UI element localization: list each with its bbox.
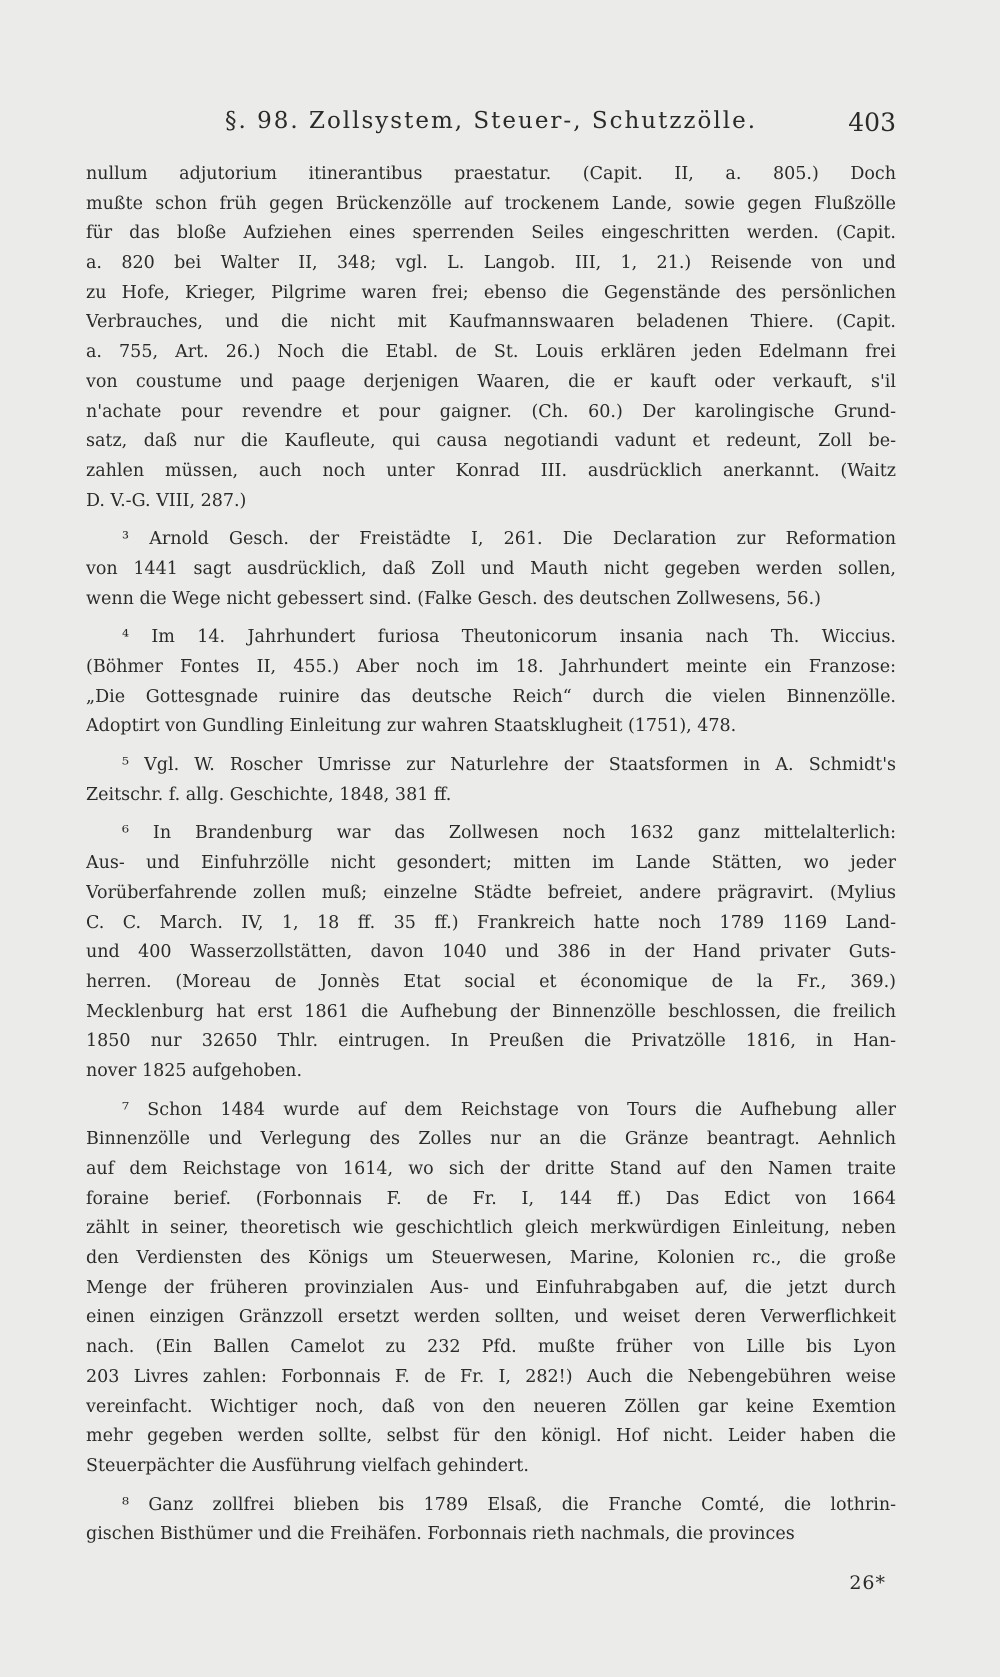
text-line: den Verdiensten des Königs um Steuerwesen, Marine, Kolonien rc., die große	[86, 1248, 896, 1269]
text-line: satz, daß nur die Kaufleute, qui causa negotiandi vadunt et redeunt, Zoll be-	[86, 431, 896, 452]
page-number: 403	[848, 108, 896, 137]
running-title: §. 98. Zollsystem, Steuer-, Schutzzölle.	[224, 108, 758, 134]
text-line: ⁷ Schon 1484 wurde auf dem Reichstage von Tours die Aufhebung aller	[122, 1099, 896, 1120]
text-line: Vorüberfahrende zollen muß; einzelne Städte befreiet, andere prägravirt. (Mylius	[86, 882, 896, 903]
text-line: nullum adjutorium itinerantibus praestatur. (Capit. II, a. 805.) Doch	[86, 164, 896, 184]
text-line: 1850 nur 32650 Thlr. eintrugen. In Preußen die Privatzölle 1816, in Han-	[86, 1031, 896, 1052]
text-line: auf dem Reichstage von 1614, wo sich der dritte Stand auf den Namen traite	[86, 1159, 896, 1179]
text-line: nover 1825 aufgehoben.	[86, 1060, 303, 1081]
text-line: foraine berief. (Forbonnais F. de Fr. I, 144 ff.) Das Edict von 1664	[86, 1188, 896, 1209]
text-line: (Böhmer Fontes II, 455.) Aber noch im 18. Jahrhundert meinte ein Franzose:	[86, 657, 896, 677]
paragraph-gap	[86, 516, 896, 525]
text-line: zahlen müssen, auch noch unter Konrad III. ausdrücklich anerkannt. (Waitz	[86, 460, 896, 481]
text-line: 203 Livres zahlen: Forbonnais F. de Fr. I, 282!) Auch die Nebengebühren weise	[86, 1366, 896, 1387]
footnote	[86, 1096, 896, 1482]
text-line: Mecklenburg hat erst 1861 die Aufhebung der Binnenzölle beschlossen, die freilich	[86, 1001, 896, 1022]
text-line: und 400 Wasserzollstätten, davon 1040 und 386 in der Hand privater Guts-	[86, 942, 896, 963]
text-line: Verbrauches, und die nicht mit Kaufmannswaaren beladenen Thiere. (Capit.	[86, 312, 896, 333]
text-line: a. 820 bei Walter II, 348; vgl. L. Langob. III, 1, 21.) Reisende von und	[86, 253, 896, 274]
paragraph-gap	[86, 1482, 896, 1491]
continued-footnote	[86, 160, 896, 516]
paragraph-gap	[86, 614, 896, 623]
page-body	[86, 160, 896, 1550]
text-line: ³ Arnold Gesch. der Freistädte I, 261. Die Declaration zur Reformation	[122, 529, 896, 550]
text-line: Aus- und Einfuhrzölle nicht gesondert; mitten im Lande Stätten, wo jeder	[86, 853, 896, 874]
footnote	[86, 819, 896, 1086]
text-line: n'achate pour revendre et pour gaigner. (Ch. 60.) Der karolingische Grund-	[86, 401, 896, 422]
text-line: mußte schon früh gegen Brückenzölle auf trockenem Lande, sowie gegen Flußzölle	[86, 193, 896, 214]
text-line: von 1441 sagt ausdrücklich, daß Zoll und Mauth nicht gegeben werden sollen,	[86, 558, 896, 579]
paragraph-gap	[86, 810, 896, 819]
footnote	[86, 751, 896, 810]
text-line: von coustume und paage derjenigen Waaren, die er kauft oder verkauft, s'il	[86, 371, 896, 392]
text-line: Binnenzölle und Verlegung des Zolles nur an die Gränze beantragt. Aehnlich	[86, 1129, 896, 1150]
text-line: herren. (Moreau de Jonnès Etat social et économique de la Fr., 369.)	[86, 971, 896, 992]
text-line: „Die Gottesgnade ruinire das deutsche Reich“ durch die vielen Binnenzölle.	[86, 686, 896, 707]
footnote	[86, 1491, 896, 1550]
paragraph-gap	[86, 1087, 896, 1096]
text-line: mehr gegeben werden sollte, selbst für den königl. Hof nicht. Leider haben die	[86, 1426, 896, 1447]
text-line: Adoptirt von Gundling Einleitung zur wahren Staatsklugheit (1751), 478.	[86, 716, 737, 737]
text-line: D. V.-G. VIII, 287.)	[86, 490, 247, 511]
footnote	[86, 623, 896, 742]
text-line: zählt in seiner, theoretisch wie geschichtlich gleich merkwürdigen Einleitung, neben	[86, 1218, 896, 1239]
signature-mark: 26*	[849, 1572, 886, 1594]
text-line: gischen Bisthümer und die Freihäfen. Forbonnais rieth nachmals, die provinces	[86, 1524, 795, 1545]
text-line: ⁸ Ganz zollfrei blieben bis 1789 Elsaß, die Franche Comté, die lothrin-	[122, 1494, 896, 1515]
footnote	[86, 525, 896, 614]
text-line: ⁵ Vgl. W. Roscher Umrisse zur Naturlehre der Staatsformen in A. Schmidt's	[122, 755, 896, 776]
text-line: Zeitschr. f. allg. Geschichte, 1848, 381 ff.	[86, 784, 452, 805]
text-line: wenn die Wege nicht gebessert sind. (Falke Gesch. des deutschen Zollwesens, 56.)	[86, 588, 821, 609]
text-line: Menge der früheren provinzialen Aus- und Einfuhrabgaben auf, die jetzt durch	[86, 1277, 896, 1298]
running-header	[86, 104, 896, 144]
text-line: nach. (Ein Ballen Camelot zu 232 Pfd. mußte früher von Lille bis Lyon	[86, 1337, 896, 1358]
text-line: ⁴ Im 14. Jahrhundert furiosa Theutonicorum insania nach Th. Wiccius.	[122, 627, 896, 648]
text-line: für das bloße Aufziehen eines sperrenden Seiles eingeschritten werden. (Capit.	[86, 223, 896, 244]
text-line: ⁶ In Brandenburg war das Zollwesen noch 1632 ganz mittelalterlich:	[122, 823, 896, 844]
text-line: einen einzigen Gränzzoll ersetzt werden sollten, und weiset deren Verwerflichkeit	[86, 1307, 896, 1328]
text-line: Steuerpächter die Ausführung vielfach gehindert.	[86, 1455, 529, 1476]
text-line: zu Hofe, Krieger, Pilgrime waren frei; ebenso die Gegenstände des persönlichen	[86, 282, 896, 303]
text-line: C. C. March. IV, 1, 18 ff. 35 ff.) Frankreich hatte noch 1789 1169 Land-	[86, 912, 896, 933]
text-line: a. 755, Art. 26.) Noch die Etabl. de St. Louis erklären jeden Edelmann frei	[86, 342, 896, 363]
text-line: vereinfacht. Wichtiger noch, daß von den neueren Zöllen gar keine Exemtion	[86, 1396, 896, 1417]
paragraph-gap	[86, 742, 896, 751]
